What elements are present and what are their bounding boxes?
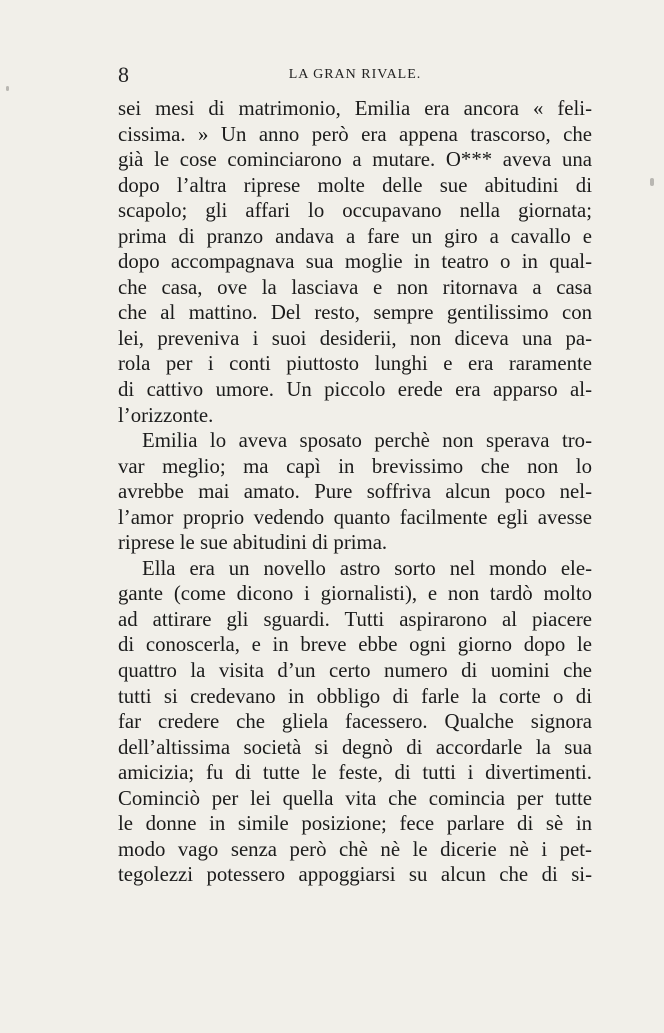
scan-speck <box>6 86 9 91</box>
text-line: modo vago senza però chè nè le dicerie nè i pet- <box>118 837 592 861</box>
running-head: LA GRAN RIVALE. <box>288 67 422 82</box>
text-line: prima di pranzo andava a fare un giro a cavallo e <box>118 224 592 248</box>
text-line: avrebbe mai amato. Pure soffriva alcun poco nel- <box>118 480 592 504</box>
text-line: dopo l’altra riprese molte delle sue abitudini di <box>118 173 592 197</box>
text-line: scapolo; gli affari lo occupavano nella giornata; <box>118 199 592 223</box>
text-line: di conoscerla, e in breve ebbe ogni giorno dopo le <box>118 633 592 657</box>
page-header <box>118 62 592 88</box>
text-line: l’amor proprio vedendo quanto facilmente egli avesse <box>118 505 592 529</box>
text-line: lei, preveniva i suoi desiderii, non diceva una pa- <box>118 326 592 350</box>
text-line: rola per i conti piuttosto lunghi e era raramente <box>118 352 592 376</box>
text-line: già le cose cominciarono a mutare. O*** aveva una <box>118 148 592 172</box>
page-number: 8 <box>118 62 129 87</box>
text-line: che casa, ove la lasciava e non ritornava a casa <box>118 275 592 299</box>
paragraph <box>118 96 592 428</box>
text-line: far credere che gliela facessero. Qualche signora <box>118 710 592 734</box>
text-line: tutti si credevano in obbligo di farle la corte o di <box>118 684 592 708</box>
text-line: le donne in simile posizione; fece parlare di sè in <box>118 812 592 836</box>
text-line: di cattivo umore. Un piccolo erede era apparso al- <box>118 378 592 402</box>
text-line: gante (come dicono i giornalisti), e non tardò molto <box>118 582 592 606</box>
text-line: Emilia lo aveva sposato perchè non sperava tro- <box>142 429 592 453</box>
text-line: Ella era un novello astro sorto nel mondo ele- <box>142 556 592 580</box>
text-line: dopo accompagnava sua moglie in teatro o in qual- <box>118 250 592 274</box>
text-line: quattro la visita d’un certo numero di uomini che <box>118 659 592 683</box>
text-line: sei mesi di matrimonio, Emilia era ancora « feli- <box>118 97 592 120</box>
text-line: amicizia; fu di tutte le feste, di tutti i divertimenti. <box>118 761 592 785</box>
text-line: che al mattino. Del resto, sempre gentilissimo con <box>118 301 592 325</box>
text-line: var meglio; ma capì in brevissimo che non lo <box>118 454 592 478</box>
text-line: dell’altissima società si degnò di accordarle la sua <box>118 735 592 759</box>
paragraph <box>118 556 592 888</box>
text-line: l’orizzonte. <box>118 403 214 427</box>
text-line: Cominciò per lei quella vita che comincia per tutte <box>118 786 592 810</box>
body-text <box>118 96 592 888</box>
text-line: riprese le sue abitudini di prima. <box>118 531 388 555</box>
scan-speck <box>650 178 654 186</box>
paragraph <box>118 428 592 556</box>
text-line: cissima. » Un anno però era appena trascorso, che <box>118 122 592 146</box>
text-line: ad attirare gli sguardi. Tutti aspirarono al piacere <box>118 607 592 631</box>
text-line: tegolezzi potessero appoggiarsi su alcun che di si- <box>118 863 592 887</box>
